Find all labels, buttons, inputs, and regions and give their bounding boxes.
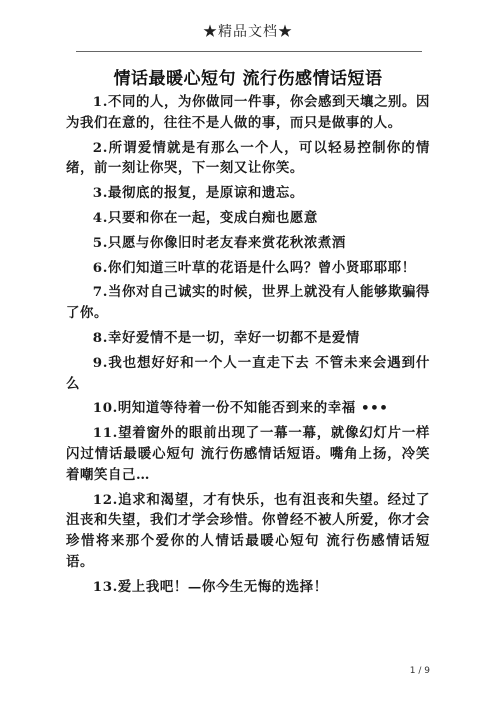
page-number: 1 / 9 — [409, 666, 430, 676]
paragraph-7: 7.当你对自己诚实的时候，世界上就没有人能够欺骗得了你。 — [66, 284, 430, 322]
page-header: ★精品文档★ — [203, 24, 293, 40]
paragraph-8: 8.幸好爱情不是一切，幸好一切都不是爱情 — [92, 329, 360, 346]
paragraph-10: 10.明知道等待着一份不知能否到来的幸福 ••• — [92, 400, 389, 417]
paragraph-3: 3.最彻底的报复，是原谅和遗忘。 — [92, 185, 304, 202]
paragraph-2: 2.所谓爱情就是有那么一个人，可以轻易控制你的情绪，前一刻让你哭，下一刻又让你笑。 — [66, 139, 430, 177]
paragraph-11: 11.望着窗外的眼前出现了一幕一幕，就像幻灯片一样闪过情话最暖心短句 流行伤感情话短语。嘴角上扬，冷笑着嘲笑自己… — [66, 425, 430, 483]
paragraph-9: 9.我也想好好和一个人一直走下去 不管未来会遇到什么 — [66, 354, 430, 392]
header-divider — [76, 51, 422, 52]
paragraph-4: 4.只要和你在一起，变成白痴也愿意 — [92, 209, 318, 226]
paragraph-13: 13.爱上我吧！—你今生无悔的选择！ — [92, 578, 328, 595]
paragraph-1: 1.不同的人，为你做同一件事，你会感到天壤之别。因为我们在意的，往往不是人做的事，而只是做事的人。 — [66, 94, 430, 131]
paragraph-5: 5.只愿与你像旧时老友春来赏花秋浓煮酒 — [92, 234, 346, 251]
document-body — [66, 92, 430, 602]
paragraph-6: 6.你们知道三叶草的花语是什么吗？曾小贤耶耶耶！ — [92, 259, 416, 276]
document-title: 情话最暖心短句 流行伤感情话短语 — [113, 69, 383, 89]
paragraph-12: 12.追求和渴望，才有快乐，也有沮丧和失望。经过了沮丧和失望，我们才学会珍惜。你曾经不被人所爱，你才会珍惜将来那个爱你的人情话最暖心短句 流行伤感情话短语。 — [66, 491, 430, 570]
